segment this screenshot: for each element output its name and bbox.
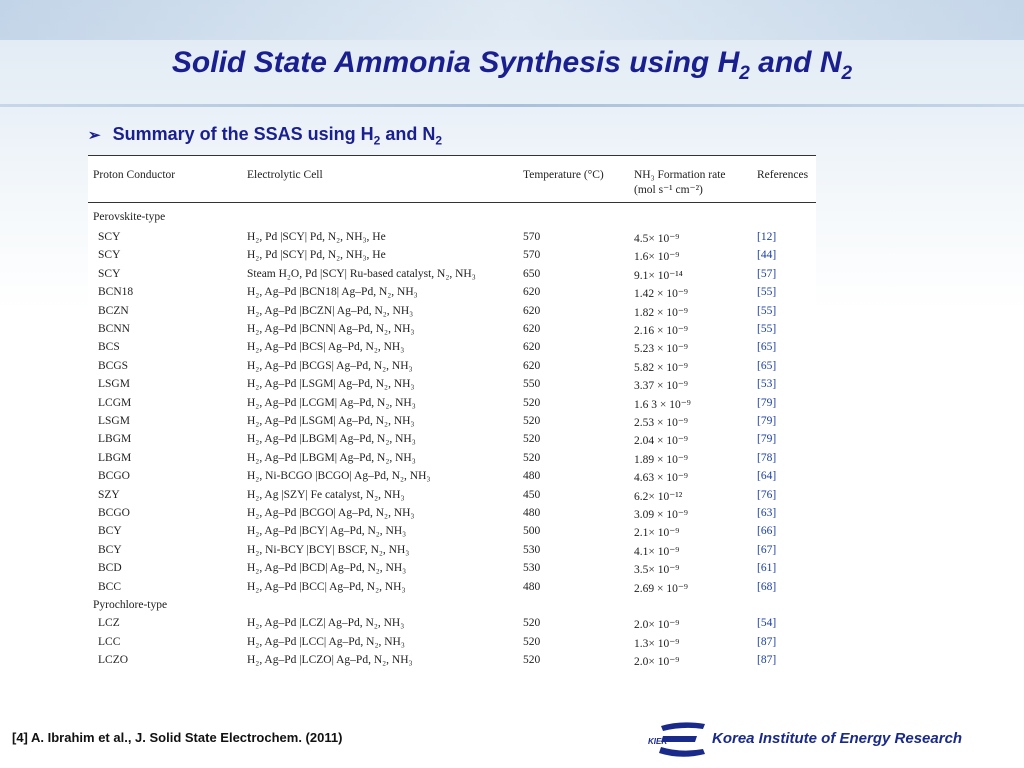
cell-proton-conductor: LBGM	[98, 451, 132, 464]
organization-name: Korea Institute of Energy Research	[712, 730, 963, 747]
cell-formation-rate: 1.89 × 10⁻⁹	[634, 453, 688, 466]
arrow-bullet-icon: ➢	[88, 127, 101, 144]
cell-temperature: 520	[523, 654, 541, 667]
cell-reference-link[interactable]: [44]	[757, 249, 777, 262]
table-row	[88, 360, 816, 378]
table-row	[88, 617, 816, 635]
table-row	[88, 249, 816, 267]
cell-proton-conductor: BCN18	[98, 286, 134, 299]
cell-proton-conductor: BCNN	[98, 323, 130, 335]
cell-temperature: 520	[523, 451, 541, 464]
table-row	[88, 507, 816, 525]
table-row	[88, 452, 816, 470]
table-row	[88, 323, 816, 341]
cell-reference-link[interactable]: [64]	[757, 470, 777, 483]
cell-electrolytic-cell: H₂, Ag |SZY| Fe catalyst, N₂, NH₃	[247, 488, 405, 501]
cell-reference-link[interactable]: [55]	[757, 304, 777, 317]
cell-proton-conductor: BCY	[98, 525, 122, 538]
table-row	[88, 268, 816, 286]
cell-temperature: 530	[523, 562, 541, 575]
cell-reference-link[interactable]: [65]	[757, 359, 777, 372]
cell-temperature: 520	[523, 617, 541, 630]
cell-electrolytic-cell: H₂, Ni-BCY |BCY| BSCF, N₂, NH₃	[247, 543, 410, 556]
cell-reference-link[interactable]: [66]	[757, 525, 777, 538]
section-label-perovskite: Perovskite-type	[93, 211, 166, 223]
cell-electrolytic-cell: H₂, Ag–Pd |LSGM| Ag–Pd, N₂, NH₃	[247, 378, 415, 391]
table-header	[88, 155, 816, 203]
cell-temperature: 480	[523, 470, 541, 483]
cell-electrolytic-cell: H₂, Ag–Pd |LCZO| Ag–Pd, N₂, NH₃	[247, 654, 413, 667]
cell-formation-rate: 2.04 × 10⁻⁹	[634, 435, 688, 448]
cell-formation-rate: 2.0× 10⁻⁹	[634, 619, 680, 632]
cell-reference-link[interactable]: [54]	[757, 617, 777, 630]
cell-reference-link[interactable]: [53]	[757, 378, 777, 391]
cell-reference-link[interactable]: [55]	[757, 286, 777, 299]
cell-temperature: 530	[523, 543, 541, 556]
cell-formation-rate: 3.5× 10⁻⁹	[634, 564, 680, 577]
cell-formation-rate: 4.1× 10⁻⁹	[634, 545, 680, 558]
cell-reference-link[interactable]: [79]	[757, 433, 777, 446]
citation-footnote: [4] A. Ibrahim et al., J. Solid State Electrochem. (2011)	[12, 730, 343, 745]
cell-proton-conductor: BCD	[98, 562, 122, 575]
cell-temperature: 570	[523, 249, 541, 262]
cell-formation-rate: 6.2× 10⁻¹²	[634, 490, 683, 503]
cell-temperature: 550	[523, 378, 541, 391]
cell-electrolytic-cell: H₂, Ag–Pd |BCN18| Ag–Pd, N₂, NH₃	[247, 286, 418, 299]
svg-text:KIER: KIER	[648, 737, 668, 746]
cell-formation-rate: 1.82 × 10⁻⁹	[634, 306, 688, 319]
cell-electrolytic-cell: H₂, Ag–Pd |BCY| Ag–Pd, N₂, NH₃	[247, 525, 407, 538]
cell-formation-rate: 2.16 × 10⁻⁹	[634, 325, 688, 337]
cell-proton-conductor: BCZN	[98, 304, 129, 317]
cell-formation-rate: 2.0× 10⁻⁹	[634, 656, 680, 669]
cell-formation-rate: 5.82 × 10⁻⁹	[634, 361, 688, 374]
cell-formation-rate: 2.1× 10⁻⁹	[634, 527, 680, 540]
cell-electrolytic-cell: H₂, Ag–Pd |LBGM| Ag–Pd, N₂, NH₃	[247, 433, 416, 446]
cell-electrolytic-cell: H₂, Pd |SCY| Pd, N₂, NH₃, He	[247, 231, 386, 243]
cell-proton-conductor: LCZ	[98, 617, 120, 630]
cell-proton-conductor: LCGM	[98, 396, 132, 409]
header-rate-line2: (mol s⁻¹ cm⁻²)	[634, 184, 703, 196]
cell-temperature: 570	[523, 231, 541, 243]
table-row	[88, 581, 816, 599]
cell-electrolytic-cell: H₂, Ag–Pd |BCNN| Ag–Pd, N₂, NH₃	[247, 323, 415, 335]
header-temperature: Temperature (°C)	[523, 169, 604, 181]
cell-reference-link[interactable]: [65]	[757, 341, 777, 354]
cell-formation-rate: 5.23 × 10⁻⁹	[634, 343, 688, 356]
cell-reference-link[interactable]: [79]	[757, 415, 777, 427]
cell-electrolytic-cell: H₂, Ag–Pd |BCGO| Ag–Pd, N₂, NH₃	[247, 507, 415, 519]
table-row	[88, 433, 816, 451]
cell-formation-rate: 9.1× 10⁻¹⁴	[634, 269, 683, 282]
cell-proton-conductor: BCC	[98, 580, 122, 593]
kier-logo-icon	[647, 720, 707, 760]
cell-electrolytic-cell: H₂, Ag–Pd |BCD| Ag–Pd, N₂, NH₃	[247, 562, 407, 575]
cell-reference-link[interactable]: [87]	[757, 654, 777, 667]
cell-proton-conductor: LCZO	[98, 654, 129, 667]
cell-proton-conductor: SZY	[98, 488, 120, 501]
table-row	[88, 470, 816, 488]
table-row	[88, 305, 816, 323]
cell-electrolytic-cell: H₂, Ag–Pd |LBGM| Ag–Pd, N₂, NH₃	[247, 451, 416, 464]
cell-reference-link[interactable]: [78]	[757, 451, 777, 464]
cell-temperature: 520	[523, 396, 541, 409]
cell-formation-rate: 2.53 × 10⁻⁹	[634, 417, 688, 429]
cell-electrolytic-cell: H₂, Ag–Pd |BCS| Ag–Pd, N₂, NH₃	[247, 341, 405, 354]
cell-reference-link[interactable]: [68]	[757, 580, 777, 593]
cell-proton-conductor: LSGM	[98, 415, 130, 427]
cell-reference-link[interactable]: [12]	[757, 231, 777, 243]
cell-electrolytic-cell: H₂, Ag–Pd |BCGS| Ag–Pd, N₂, NH₃	[247, 359, 413, 372]
cell-temperature: 650	[523, 267, 541, 280]
cell-proton-conductor: BCGO	[98, 470, 130, 483]
header-electrolytic-cell: Electrolytic Cell	[247, 169, 323, 181]
cell-proton-conductor: BCS	[98, 341, 120, 354]
ssas-summary-table	[88, 155, 816, 675]
header-rate-line1: NH₃ Formation rate	[634, 169, 726, 181]
section-label-pyrochlore: Pyrochlore-type	[93, 599, 168, 611]
cell-electrolytic-cell: H₂, Ag–Pd |LSGM| Ag–Pd, N₂, NH₃	[247, 415, 415, 427]
table-row	[88, 378, 816, 396]
cell-reference-link[interactable]: [79]	[757, 396, 777, 409]
cell-reference-link[interactable]: [63]	[757, 507, 777, 519]
table-row	[88, 286, 816, 304]
table-row	[88, 489, 816, 507]
cell-proton-conductor: BCY	[98, 543, 122, 556]
table-row	[88, 415, 816, 433]
cell-temperature: 620	[523, 286, 541, 299]
table-row	[88, 562, 816, 580]
table-row	[88, 544, 816, 562]
cell-electrolytic-cell: H₂, Ag–Pd |BCC| Ag–Pd, N₂, NH₃	[247, 580, 406, 593]
cell-reference-link[interactable]: [57]	[757, 267, 777, 280]
cell-formation-rate: 3.09 × 10⁻⁹	[634, 509, 688, 521]
cell-electrolytic-cell: H₂, Ag–Pd |LCGM| Ag–Pd, N₂, NH₃	[247, 396, 416, 409]
cell-formation-rate: 2.69 × 10⁻⁹	[634, 582, 688, 595]
cell-temperature: 480	[523, 507, 541, 519]
cell-temperature: 620	[523, 341, 541, 354]
table-row	[88, 397, 816, 415]
cell-reference-link[interactable]: [55]	[757, 323, 777, 335]
table-row	[88, 341, 816, 359]
cell-electrolytic-cell: H₂, Ag–Pd |BCZN| Ag–Pd, N₂, NH₃	[247, 304, 414, 317]
cell-formation-rate: 4.63 × 10⁻⁹	[634, 472, 688, 485]
cell-reference-link[interactable]: [67]	[757, 543, 777, 556]
title-divider	[0, 104, 1024, 107]
cell-electrolytic-cell: Steam H₂O, Pd |SCY| Ru-based catalyst, N₂, NH₃	[247, 267, 476, 280]
bullet-heading: ➢ Summary of the SSAS using $H_2$ and $N_2$	[88, 124, 443, 148]
cell-temperature: 520	[523, 415, 541, 427]
cell-proton-conductor: LBGM	[98, 433, 132, 446]
cell-reference-link[interactable]: [61]	[757, 562, 777, 575]
table-row	[88, 654, 816, 672]
cell-formation-rate: 3.37 × 10⁻⁹	[634, 380, 688, 393]
cell-reference-link[interactable]: [76]	[757, 488, 777, 501]
cell-proton-conductor: BCGO	[98, 507, 130, 519]
cell-electrolytic-cell: H₂, Ag–Pd |LCZ| Ag–Pd, N₂, NH₃	[247, 617, 405, 630]
cell-electrolytic-cell: H₂, Ag–Pd |LCC| Ag–Pd, N₂, NH₃	[247, 635, 405, 648]
table-row	[88, 636, 816, 654]
slide-title: Solid State Ammonia Synthesis using $H_2$ and $N_2$	[171, 46, 853, 84]
table-row	[88, 231, 816, 249]
cell-proton-conductor: SCY	[98, 231, 121, 243]
cell-proton-conductor: LSGM	[98, 378, 130, 391]
header-formation-rate	[634, 168, 726, 198]
cell-temperature: 620	[523, 304, 541, 317]
cell-formation-rate: 4.5× 10⁻⁹	[634, 233, 680, 245]
cell-electrolytic-cell: H₂, Pd |SCY| Pd, N₂, NH₃, He	[247, 249, 386, 262]
cell-proton-conductor: BCGS	[98, 359, 129, 372]
cell-proton-conductor: LCC	[98, 635, 121, 648]
cell-formation-rate: 1.6× 10⁻⁹	[634, 251, 680, 264]
cell-temperature: 620	[523, 323, 541, 335]
cell-temperature: 480	[523, 580, 541, 593]
cell-electrolytic-cell: H₂, Ni-BCGO |BCGO| Ag–Pd, N₂, NH₃	[247, 470, 431, 483]
cell-formation-rate: 1.6 3 × 10⁻⁹	[634, 398, 691, 411]
cell-formation-rate: 1.42 × 10⁻⁹	[634, 288, 688, 301]
header-proton-conductor: Proton Conductor	[93, 169, 176, 181]
cell-temperature: 500	[523, 525, 541, 538]
table-row	[88, 525, 816, 543]
cell-temperature: 620	[523, 359, 541, 372]
header-references: References	[757, 169, 809, 181]
cell-proton-conductor: SCY	[98, 267, 121, 280]
cell-formation-rate: 1.3× 10⁻⁹	[634, 637, 680, 650]
cell-proton-conductor: SCY	[98, 249, 121, 262]
cell-temperature: 520	[523, 433, 541, 446]
cell-temperature: 450	[523, 488, 541, 501]
cell-reference-link[interactable]: [87]	[757, 635, 777, 648]
cell-temperature: 520	[523, 635, 541, 648]
